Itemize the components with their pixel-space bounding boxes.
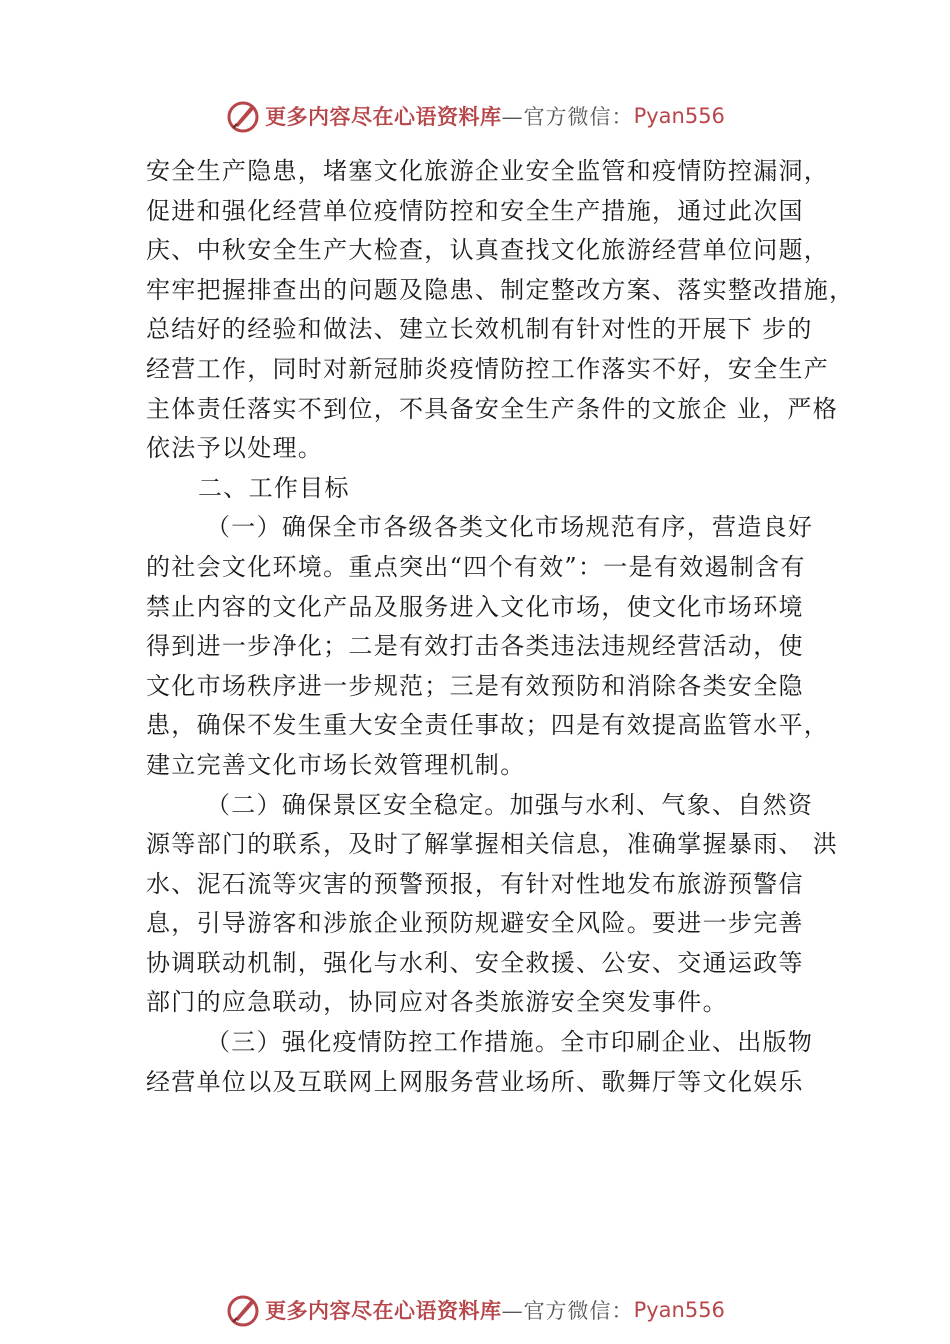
watermark-wechat-id: Pyan556 [633,1298,725,1322]
watermark-brand: 更多内容尽在心语资料库 [265,104,502,129]
paragraph-line: 庆、中秋安全生产大检查，认真查找文化旅游经营单位问题， [146,236,830,265]
paragraph-line: 患，确保不发生重大安全责任事故；四是有效提高监管水平， [146,711,830,740]
paragraph-line: 经营单位以及互联网上网服务营业场所、歌舞厅等文化娱乐 [146,1067,804,1096]
paragraph-line: 得到进一步净化；二是有效打击各类违法违规经营活动，使 [146,632,804,661]
paragraph-line: （二）确保景区安全稳定。加强与水利、气象、自然资 [206,790,814,819]
quill-seal-icon [225,98,261,134]
watermark-brand: 更多内容尽在心语资料库 [265,1298,502,1323]
paragraph-line: 禁止内容的文化产品及服务进入文化市场，使文化市场环境 [146,592,804,621]
paragraph-line: （三）强化疫情防控工作措施。全市印刷企业、出版物 [206,1028,814,1057]
paragraph-line: 息，引导游客和涉旅企业预防规避安全风险。要进一步完善 [146,909,804,938]
paragraph-line: 促进和强化经营单位疫情防控和安全生产措施，通过此次国 [146,196,804,225]
footer-watermark [0,1290,950,1330]
paragraph-line: 依法予以处理。 [146,434,324,463]
watermark-wechat-id: Pyan556 [633,104,725,128]
document-body [146,152,855,1102]
section-heading: 二、工作目标 [198,473,350,502]
paragraph-line: （一）确保全市各级各类文化市场规范有序，营造良好 [206,513,814,542]
watermark-official-label: —官方微信： [501,1299,634,1323]
paragraph-line: 部门的应急联动，协同应对各类旅游安全突发事件。 [146,988,728,1017]
paragraph-line: 的社会文化环境。重点突出“四个有效”：一是有效遏制含有 [146,552,806,581]
paragraph-line: 文化市场秩序进一步规范；三是有效预防和消除各类安全隐 [146,671,804,700]
paragraph-line: 水、泥石流等灾害的预警预报，有针对性地发布旅游预警信 [146,869,804,898]
paragraph-line: 建立完善文化市场长效管理机制。 [146,750,526,779]
paragraph-line: 主体责任落实不到位，不具备安全生产条件的文旅企 业，严格 [146,394,839,423]
paragraph-line: 牢牢把握排查出的问题及隐患、制定整改方案、落实整改措施， [146,275,855,304]
paragraph-line: 经营工作，同时对新冠肺炎疫情防控工作落实不好，安全生产 [146,354,830,383]
paragraph-line: 总结好的经验和做法、建立长效机制有针对性的开展下 步的 [146,315,813,344]
paragraph-line: 安全生产隐患，堵塞文化旅游企业安全监管和疫情防控漏洞， [146,157,830,185]
paragraph-line: 源等部门的联系，及时了解掌握相关信息，准确掌握暴雨、 洪 [146,830,839,859]
header-watermark [0,96,950,136]
watermark-official-label: —官方微信： [501,105,634,129]
quill-seal-icon [225,1292,261,1328]
paragraph-line: 协调联动机制，强化与水利、安全救援、公安、交通运政等 [146,948,804,977]
